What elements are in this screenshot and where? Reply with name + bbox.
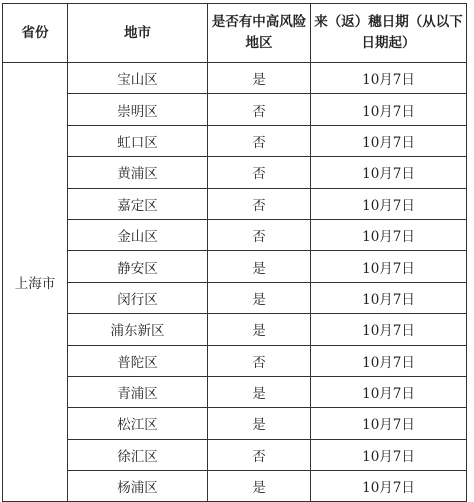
district-cell: 浦东新区 [68,314,208,345]
risk-cell: 是 [208,282,311,313]
district-cell: 杨浦区 [68,471,208,502]
district-cell: 嘉定区 [68,188,208,219]
date-cell: 10月7日 [311,63,467,94]
risk-cell: 是 [208,376,311,407]
date-cell: 10月7日 [311,282,467,313]
district-cell: 宝山区 [68,63,208,94]
risk-cell: 是 [208,408,311,439]
risk-cell: 是 [208,251,311,282]
district-cell: 静安区 [68,251,208,282]
table-row [3,63,467,94]
date-cell: 10月7日 [311,251,467,282]
date-cell: 10月7日 [311,219,467,250]
date-cell: 10月7日 [311,314,467,345]
risk-cell: 是 [208,314,311,345]
header-date: 来（返）穗日期（从以下日期起） [311,4,467,63]
risk-cell: 是 [208,471,311,502]
table-row [3,439,467,470]
date-cell: 10月7日 [311,471,467,502]
header-city: 地市 [68,4,208,63]
district-cell: 崇明区 [68,94,208,125]
district-cell: 松江区 [68,408,208,439]
table-row [3,345,467,376]
table-row [3,251,467,282]
risk-cell: 否 [208,125,311,156]
district-cell: 普陀区 [68,345,208,376]
district-cell: 青浦区 [68,376,208,407]
table-row [3,219,467,250]
date-cell: 10月7日 [311,408,467,439]
region-risk-table [2,3,467,502]
table-row [3,157,467,188]
table-row [3,471,467,502]
table-row [3,408,467,439]
header-province: 省份 [3,4,68,63]
risk-cell: 否 [208,439,311,470]
date-cell: 10月7日 [311,376,467,407]
date-cell: 10月7日 [311,125,467,156]
table-header-row [3,4,467,63]
risk-cell: 否 [208,219,311,250]
district-cell: 闵行区 [68,282,208,313]
date-cell: 10月7日 [311,188,467,219]
risk-cell: 否 [208,157,311,188]
district-cell: 黄浦区 [68,157,208,188]
table-row [3,282,467,313]
table-row [3,314,467,345]
date-cell: 10月7日 [311,345,467,376]
table-body [3,63,467,502]
province-cell: 上海市 [3,63,68,502]
table-row [3,376,467,407]
risk-cell: 否 [208,94,311,125]
date-cell: 10月7日 [311,157,467,188]
date-cell: 10月7日 [311,94,467,125]
district-cell: 金山区 [68,219,208,250]
risk-cell: 是 [208,63,311,94]
risk-cell: 否 [208,345,311,376]
district-cell: 虹口区 [68,125,208,156]
table-row [3,94,467,125]
table-row [3,125,467,156]
date-cell: 10月7日 [311,439,467,470]
table-row [3,188,467,219]
district-cell: 徐汇区 [68,439,208,470]
risk-cell: 否 [208,188,311,219]
header-risk: 是否有中高风险地区 [208,4,311,63]
